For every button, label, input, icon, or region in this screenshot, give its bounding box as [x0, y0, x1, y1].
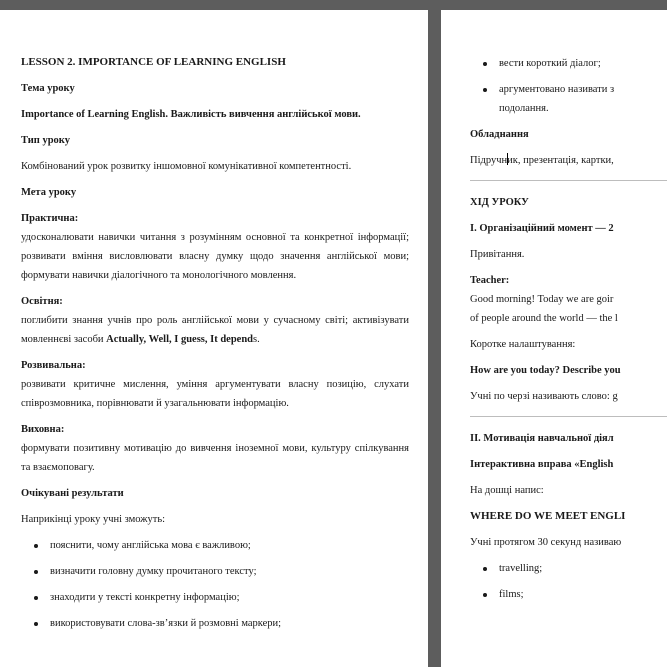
places-list — [470, 559, 667, 604]
equipment-text-a: Підручн — [470, 155, 508, 166]
type-heading: Тип уроку — [21, 135, 70, 146]
list-item: пояснити, чому англійська мова є важливою; — [21, 536, 409, 555]
upbringing-text: формувати позитивну мотивацію до вивчення іноземної мови, культуру спілкування та взаємоповагу. — [21, 443, 409, 473]
section-divider — [470, 416, 667, 417]
topic-text: Importance of Learning English. Важливість вивчення англійської мови. — [21, 109, 361, 120]
list-item: визначити головну думку прочитаного тексту; — [21, 562, 409, 581]
exercise-heading: Інтерактивна вправа «English — [470, 459, 614, 470]
document-page-left — [0, 10, 428, 667]
topic-heading: Тема уроку — [21, 83, 75, 94]
developing-heading: Розвивальна: — [21, 360, 86, 371]
equipment-text-b: ик, презентація, картки, — [507, 155, 614, 166]
results-list — [21, 536, 409, 633]
skills-list-continued — [470, 54, 667, 99]
educational-heading: Освітня: — [21, 296, 63, 307]
results-heading: Очікувані результати — [21, 488, 124, 499]
board-text: WHERE DO WE MEET ENGLI — [470, 510, 626, 522]
practical-text: удосконалювати навички читання з розумінням основної та конкретної інформації; розвивати вміння висловлювати власну думку щодо значення англійської мови; формувати навички діалогічного та монологічного мовлення. — [21, 232, 409, 281]
teacher-label: Teacher: — [470, 275, 510, 286]
results-intro: Наприкінці уроку учні зможуть: — [21, 514, 166, 525]
list-item-continuation: подолання. — [499, 103, 549, 114]
educational-text-before: поглибити знання учнів про роль англійської мови у сучасному світі; активізувати мовленнєві засоби — [21, 315, 409, 345]
warmup-question: How are you today? Describe you — [470, 365, 621, 376]
org-heading: І. Організаційний момент — 2 — [470, 223, 614, 234]
window-top-bar — [0, 0, 667, 10]
equipment-heading: Обладнання — [470, 129, 529, 140]
teacher-line-1: Good morning! Today we are goir — [470, 294, 614, 305]
list-item: використовувати слова-зв’язки й розмовні маркери; — [21, 614, 409, 633]
list-item: travelling; — [470, 559, 667, 578]
educational-markers: Actually, Well, I guess, It depend — [106, 334, 254, 345]
page-content-left — [21, 53, 409, 640]
type-text: Комбінований урок розвитку іншомовної комунікативної компетентності. — [21, 161, 352, 172]
motivation-heading: ІІ. Мотивація навчальної діял — [470, 433, 614, 444]
list-item: вести короткий діалог; — [470, 54, 667, 73]
greeting: Привітання. — [470, 249, 525, 260]
developing-text: розвивати критичне мислення, уміння аргументувати власну позицію, слухати співрозмовника, порівнювати й узагальнювати інформацію. — [21, 379, 409, 409]
goal-heading: Мета уроку — [21, 187, 77, 198]
list-item: знаходити у тексті конкретну інформацію; — [21, 588, 409, 607]
list-item: аргументовано називати з — [470, 80, 667, 99]
warmup-label: Коротке налаштування: — [470, 339, 576, 350]
section-divider — [470, 180, 667, 181]
warmup-note: Учні по черзі називають слово: g — [470, 391, 618, 402]
educational-text-after: s. — [253, 334, 260, 345]
list-item: films; — [470, 585, 667, 604]
practical-heading: Практична: — [21, 213, 79, 224]
board-label: На дошці напис: — [470, 485, 544, 496]
educational-text — [21, 311, 409, 349]
procedure-heading: ХІД УРОКУ — [470, 197, 529, 208]
equipment-text[interactable] — [470, 151, 667, 170]
document-page-right — [441, 10, 667, 667]
page-content-right — [470, 54, 667, 611]
upbringing-heading: Виховна: — [21, 424, 65, 435]
teacher-line-2: of people around the world — the l — [470, 313, 618, 324]
students-task: Учні протягом 30 секунд називаю — [470, 537, 622, 548]
lesson-title: LESSON 2. IMPORTANCE OF LEARNING ENGLISH — [21, 56, 286, 68]
